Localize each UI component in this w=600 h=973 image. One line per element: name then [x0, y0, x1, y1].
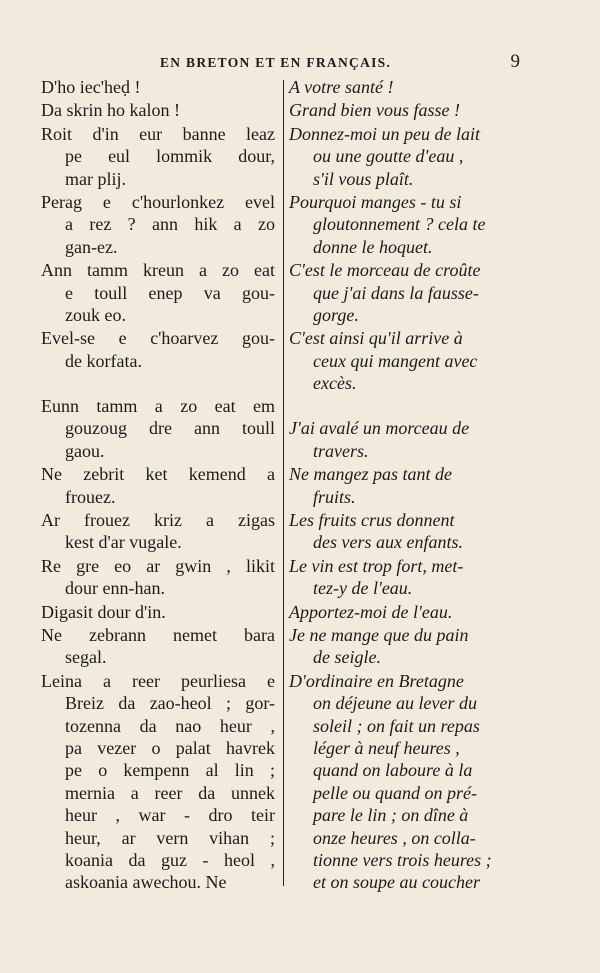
french-entry	[289, 555, 525, 600]
french-line: travers.	[313, 440, 369, 461]
french-line: pare le lin ; on dîne à	[313, 805, 469, 826]
breton-line: askoania awechou. Ne	[65, 872, 227, 893]
french-entry	[289, 259, 525, 326]
french-line: Donnez-moi un peu de lait	[289, 123, 480, 144]
breton-entry	[41, 259, 275, 326]
french-line: des vers aux enfants.	[313, 532, 463, 553]
french-line: Ne mangez pas tant de	[289, 464, 452, 485]
french-line: tionne vers trois heures ;	[313, 849, 492, 870]
page-number: 9	[510, 51, 520, 72]
french-line: excès.	[313, 373, 357, 394]
breton-line: koania da guz - heol ,	[65, 849, 275, 870]
breton-line: a rez ? ann hik a zo	[65, 214, 275, 235]
french-line: fruits.	[313, 486, 356, 507]
french-line: gloutonnement ? cela te	[313, 214, 486, 235]
breton-entry	[41, 191, 275, 258]
french-line: léger à neuf heures ,	[313, 737, 460, 758]
french-line: pelle ou quand on pré-	[313, 782, 477, 803]
french-entry	[289, 509, 525, 554]
breton-entry	[41, 463, 275, 508]
column-divider	[283, 80, 284, 886]
breton-entry	[41, 99, 275, 121]
breton-entry	[41, 509, 275, 554]
breton-entry	[41, 76, 275, 98]
french-line: Le vin est trop fort, met-	[289, 555, 464, 576]
breton-line: de korfata.	[65, 350, 142, 371]
breton-line: Eunn tamm a zo eat em	[41, 396, 275, 417]
french-line: quand on laboure à la	[313, 760, 473, 781]
breton-line: Roit d'in eur banne leaz	[41, 123, 275, 144]
breton-line: Ann tamm kreun a zo eat	[41, 260, 275, 281]
breton-line: Leina a reer peurliesa e	[41, 670, 275, 691]
breton-line: segal.	[65, 647, 107, 668]
french-entry	[289, 417, 525, 462]
breton-line: Ar frouez kriz a zigas	[41, 510, 275, 531]
breton-line: Ne zebrann nemet bara	[41, 624, 275, 645]
french-line: ceux qui mangent avec	[313, 350, 478, 371]
breton-line: Perag e c'hourlonkez evel	[41, 191, 275, 212]
breton-line: gaou.	[65, 440, 105, 461]
french-line: tez-y de l'eau.	[313, 578, 413, 599]
french-line: A votre santé !	[289, 77, 394, 97]
breton-line: gan-ez.	[65, 236, 118, 257]
french-entry	[289, 76, 525, 98]
breton-line: gouzoug dre ann toull	[65, 418, 275, 439]
running-head: EN BRETON ET EN FRANÇAIS.	[160, 55, 392, 70]
french-entry	[289, 191, 525, 258]
breton-line: pe eul lommik dour,	[65, 146, 275, 167]
french-line: soleil ; on fait un repas	[313, 715, 480, 736]
french-line: de seigle.	[313, 647, 381, 668]
french-line: Apportez-moi de l'eau.	[289, 601, 453, 622]
breton-entry	[41, 601, 275, 623]
breton-line: heur, ar vern vihan ;	[65, 827, 275, 848]
breton-line: mernia a reer da unnek	[65, 782, 275, 803]
breton-line: mar plij.	[65, 168, 126, 189]
french-entry	[289, 463, 525, 508]
breton-entry	[41, 555, 275, 600]
french-entry	[289, 327, 525, 394]
french-line: et on soupe au coucher	[313, 872, 480, 893]
french-entry	[289, 601, 525, 623]
breton-line: Da skrin ho kalon !	[41, 100, 180, 121]
breton-line: frouez.	[65, 486, 116, 507]
french-column	[289, 76, 525, 895]
breton-line: Breiz da zao-heol ; gor-	[65, 693, 275, 714]
section-gap	[41, 373, 275, 395]
french-line: onze heures , on colla-	[313, 827, 476, 848]
french-line: s'il vous plaît.	[313, 168, 414, 189]
breton-line: Re gre eo ar gwin , likit	[41, 555, 275, 576]
french-line: Je ne mange que du pain	[289, 624, 469, 645]
breton-line: tozenna da nao heur ,	[65, 715, 275, 736]
french-entry	[289, 99, 525, 121]
breton-entry	[41, 670, 275, 894]
breton-entry	[41, 624, 275, 669]
french-entry	[289, 624, 525, 669]
breton-entry	[41, 123, 275, 190]
french-line: C'est ainsi qu'il arrive à	[289, 328, 463, 349]
breton-line: Digasit dour d'in.	[41, 601, 166, 622]
french-line: D'ordinaire en Bretagne	[289, 670, 464, 691]
breton-line: dour enn-han.	[65, 578, 165, 599]
french-line: ou une goutte d'eau ,	[313, 146, 464, 167]
french-line: donne le hoquet.	[313, 236, 433, 257]
section-gap	[289, 395, 525, 417]
french-line: Les fruits crus donnent	[289, 510, 455, 531]
french-line: on déjeune au lever du	[313, 693, 477, 714]
french-line: C'est le morceau de croûte	[289, 260, 481, 281]
breton-line: heur , war - dro teir	[65, 805, 275, 826]
breton-entry	[41, 395, 275, 462]
breton-entry	[41, 327, 275, 372]
breton-column	[41, 76, 275, 895]
breton-line: e toull enep va gou-	[65, 282, 275, 303]
french-line: J'ai avalé un morceau de	[289, 418, 470, 439]
french-line: que j'ai dans la fausse-	[313, 282, 479, 303]
breton-line: Ne zebrit ket kemend a	[41, 464, 275, 485]
french-entry	[289, 123, 525, 190]
french-entry	[289, 670, 525, 894]
breton-line: pa vezer o palat havrek	[65, 737, 275, 758]
french-line: Pourquoi manges - tu si	[289, 191, 462, 212]
breton-line: Evel-se e c'hoarvez gou-	[41, 328, 275, 349]
french-line: Grand bien vous fasse !	[289, 100, 460, 121]
french-line: gorge.	[313, 304, 359, 325]
breton-line: pe o kempenn al lin ;	[65, 760, 275, 781]
breton-line: zouk eo.	[65, 304, 126, 325]
breton-line: kest d'ar vugale.	[65, 532, 182, 553]
breton-line: D'ho iec'heḍ !	[41, 77, 141, 97]
